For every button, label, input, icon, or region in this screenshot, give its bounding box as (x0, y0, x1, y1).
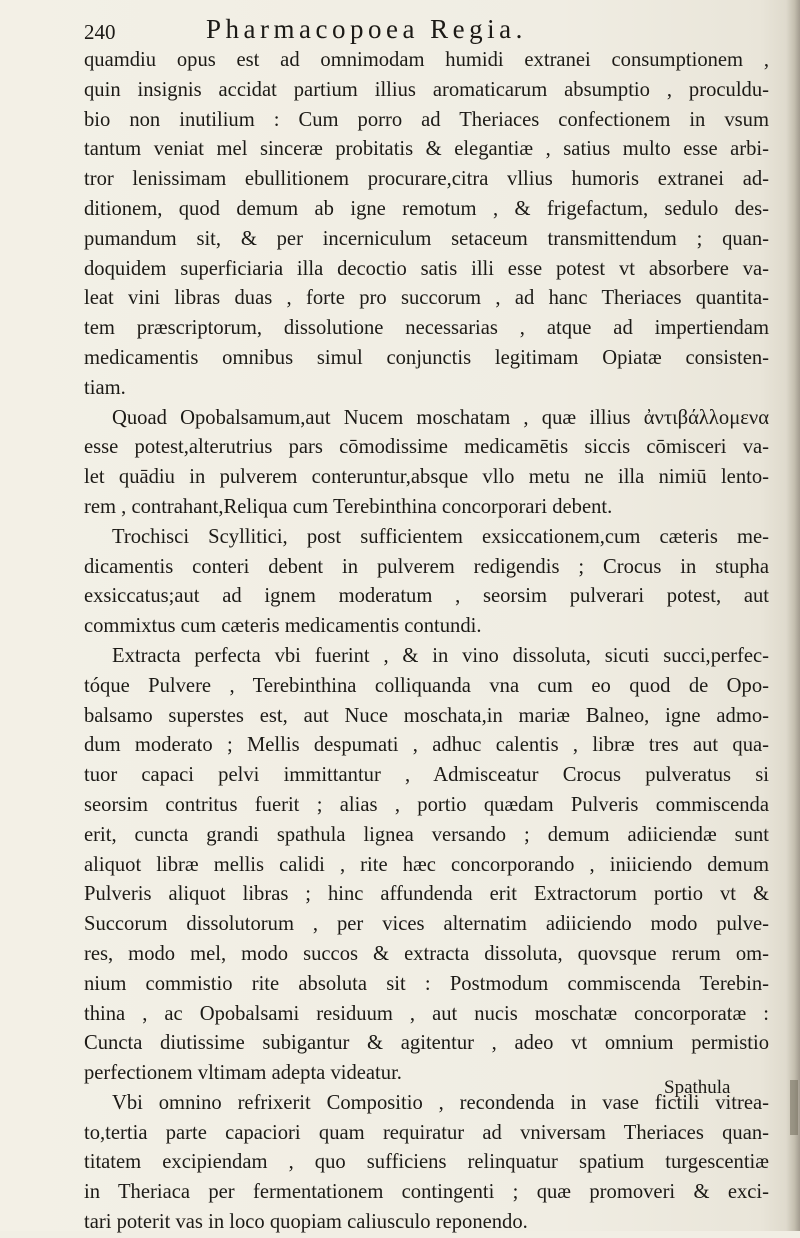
text-line: Succorum dissolutorum , per vices alternatim adiiciendo modo pulve- (84, 913, 769, 936)
catchword: Spathula (664, 1077, 731, 1098)
text-line: Trochisci Scyllitici, post sufficientem exsiccationem,cum cæteris me- (112, 525, 769, 548)
text-line: nium commistio rite absoluta sit : Postmodum commiscenda Terebin- (84, 972, 769, 995)
body-text (84, 46, 769, 1238)
text-line: Extracta perfecta vbi fuerint , & in vino dissoluta, sicuti succi,perfec- (112, 644, 769, 667)
text-line: doquidem superficiaria illa decoctio satis illi esse potest vt absorbere va- (84, 257, 769, 280)
text-line: bio non inutilium : Cum porro ad Theriaces confectionem in vsum (84, 108, 769, 131)
text-line: dicamentis conteri debent in pulverem redigendis ; Crocus in stupha (84, 555, 769, 578)
text-line: titatem excipiendam , quo sufficiens relinquatur spatium turgescentiæ (84, 1151, 769, 1174)
text-line: Quoad Opobalsamum,aut Nucem moschatam , quæ illius ἀντιβάλλομενα (112, 406, 769, 429)
page-header (84, 14, 724, 44)
margin-mark (790, 1080, 798, 1135)
text-line: in Theriaca per fermentationem contingenti ; quæ promoveri & exci- (84, 1181, 769, 1204)
text-line: quamdiu opus est ad omnimodam humidi extranei consumptionem , (84, 49, 769, 71)
page-number: 240 (84, 20, 116, 44)
text-line: commixtus cum cæteris medicamentis contundi. (84, 615, 482, 638)
text-line: exsiccatus;aut ad ignem moderatum , seorsim pulverari potest, aut (84, 585, 769, 608)
text-line: erit, cuncta grandi spathula lignea versando ; demum adiiciendæ sunt (84, 823, 769, 846)
text-line: tror lenissimam ebullitionem procurare,citra vllius humoris extranei ad- (84, 168, 769, 191)
text-line: balsamo superstes est, aut Nuce moschata,in mariæ Balneo, igne admo- (84, 704, 769, 727)
text-line: seorsim contritus fuerit ; alias , portio quædam Pulveris commiscenda (84, 793, 769, 816)
text-line: quin insignis accidat partium illius aromaticarum absumptio , proculdu- (84, 78, 769, 101)
running-head: Pharmacopoea Regia. (206, 14, 527, 44)
text-line: esse potest,alterutrius pars cōmodissime medicamētis siccis cōmisceri va- (84, 436, 769, 459)
text-line: tóque Pulvere , Terebinthina colliquanda vna cum eo quod de Opo- (84, 674, 769, 697)
text-line: ditionem, quod demum ab igne remotum , & frigefactum, sedulo des- (84, 197, 769, 220)
text-line: dum moderato ; Mellis despumati , adhuc calentis , libræ tres aut qua- (84, 734, 769, 757)
text-line: Cuncta diutissime subigantur & agitentur , adeo vt omnium permistio (84, 1032, 769, 1055)
text-line: tiam. (84, 376, 126, 399)
text-line: to,tertia parte capaciori quam requiratur ad vniversam Theriaces quan- (84, 1121, 769, 1144)
text-line: aliquot libræ mellis calidi , rite hæc concorporando , iniiciendo demum (84, 853, 769, 876)
text-line: tuor capaci pelvi immittantur , Admisceatur Crocus pulveratus si (84, 764, 769, 787)
text-line: rem , contrahant,Reliqua cum Terebinthina concorporari debent. (84, 495, 613, 518)
text-line: let quādiu in pulverem conteruntur,absque vllo metu ne illa nimiū lento- (84, 466, 769, 489)
text-line: Pulveris aliquot libras ; hinc affundenda erit Extractorum portio vt & (84, 883, 769, 906)
text-line: tantum veniat mel sinceræ probitatis & elegantiæ , satius multo esse arbi- (84, 138, 769, 161)
text-line: leat vini libras duas , forte pro succorum , ad hanc Theriaces quantita- (84, 287, 769, 310)
text-line: medicamentis omnibus simul conjunctis legitimam Opiatæ consisten- (84, 346, 769, 369)
text-line: perfectionem vltimam adepta videatur. (84, 1062, 402, 1085)
page-edge-shadow (786, 0, 800, 1231)
text-line: pumandum sit, & per incerniculum setaceum transmittendum ; quan- (84, 227, 769, 250)
text-line: Vbi omnino refrixerit Compositio , recondenda in vase fictili vitrea- (112, 1091, 769, 1114)
text-line: tem præscriptorum, dissolutione necessarias , atque ad impertiendam (84, 317, 769, 340)
text-line: thina , ac Opobalsami residuum , aut nucis moschatæ concorporatæ : (84, 1002, 769, 1025)
text-line: res, modo mel, modo succos & extracta dissoluta, quovsque rerum om- (84, 942, 769, 965)
text-line: tari poterit vas in loco quopiam caliusculo reponendo. (84, 1211, 528, 1234)
